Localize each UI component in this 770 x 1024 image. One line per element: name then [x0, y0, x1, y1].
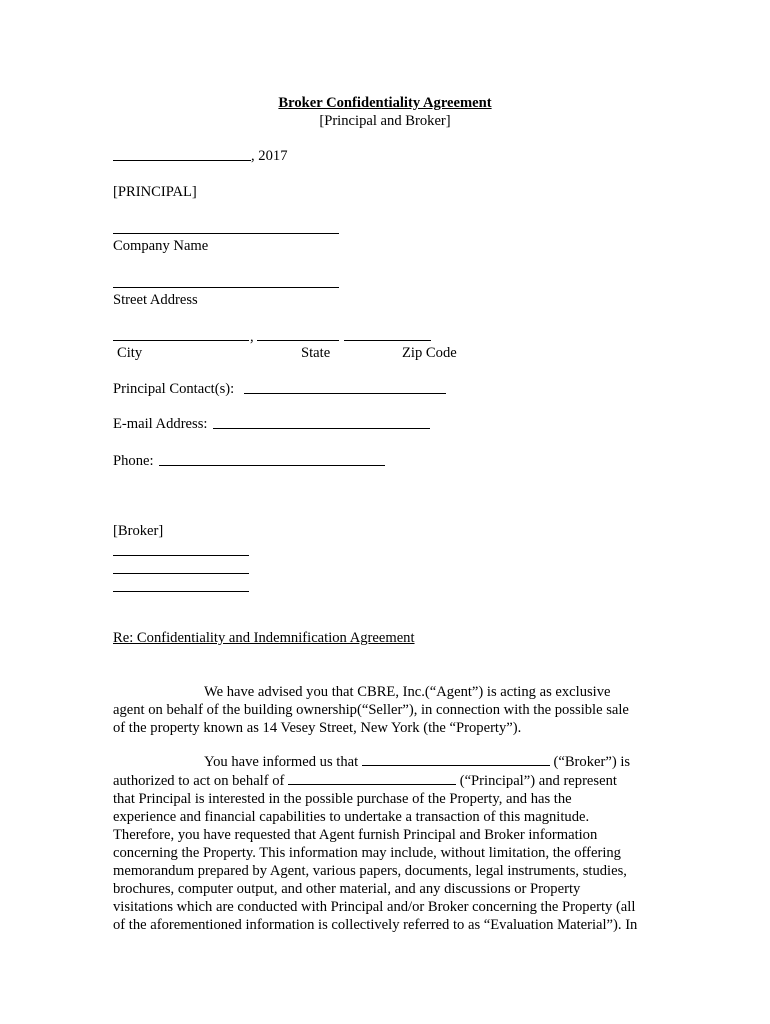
paragraph-2-line: of the aforementioned information is collectively referred to as “Evaluation Material”). In	[113, 917, 638, 933]
paragraph-2-line: visitations which are conducted with Principal and/or Broker concerning the Property (all	[113, 899, 636, 915]
zip-blank[interactable]	[344, 340, 431, 341]
broker-line-1[interactable]	[113, 555, 249, 556]
broker-heading: [Broker]	[113, 523, 164, 539]
paragraph-2-line: concerning the Property. This information may include, without limitation, the offering	[113, 845, 621, 861]
paragraph-2-line: experience and financial capabilities to undertake a transaction of this magnitude.	[113, 809, 590, 825]
paragraph-2-line: memorandum prepared by Agent, various papers, documents, legal instruments, studies,	[113, 863, 627, 879]
city-blank[interactable]	[113, 340, 249, 341]
principal-name-blank[interactable]	[288, 771, 456, 785]
broker-suffix-text: (“Broker”) is	[549, 754, 631, 770]
paragraph-2-line: Therefore, you have requested that Agent furnish Principal and Broker information	[113, 827, 598, 843]
date-year: , 2017	[251, 148, 288, 164]
city-label: City	[117, 345, 143, 361]
state-label: State	[301, 345, 331, 361]
principal-suffix-text: (“Principal”) and represent	[456, 773, 617, 789]
email-label: E-mail Address:	[113, 416, 208, 432]
street-address-blank[interactable]	[113, 287, 339, 288]
email-blank[interactable]	[213, 428, 430, 429]
state-blank[interactable]	[257, 340, 339, 341]
re-line: Re: Confidentiality and Indemnification Agreement	[113, 630, 415, 646]
paragraph-1-line: agent on behalf of the building ownership(“Seller”), in connection with the possible sale	[113, 702, 629, 718]
company-name-blank[interactable]	[113, 233, 339, 234]
company-name-label: Company Name	[113, 238, 209, 254]
paragraph-1	[113, 683, 658, 737]
principal-contact-label: Principal Contact(s):	[113, 381, 235, 397]
paragraph-2-line	[113, 771, 658, 790]
paragraph-1-line: of the property known as 14 Vesey Street, New York (the “Property”).	[113, 720, 522, 736]
broker-name-blank[interactable]	[362, 752, 550, 766]
phone-label: Phone:	[113, 453, 154, 469]
broker-intro-text: You have informed us that	[204, 754, 362, 770]
paragraph-2-line: brochures, computer output, and other material, and any discussions or Property	[113, 881, 581, 897]
paragraph-2-line: that Principal is interested in the possible purchase of the Property, and has the	[113, 791, 572, 807]
paragraph-2-line	[113, 752, 658, 771]
broker-line-3[interactable]	[113, 591, 249, 592]
principal-contact-blank[interactable]	[244, 393, 446, 394]
principal-heading: [PRINCIPAL]	[113, 184, 197, 200]
principal-intro-text: authorized to act on behalf of	[113, 773, 289, 789]
paragraph-2	[113, 752, 658, 934]
document-subtitle: [Principal and Broker]	[319, 113, 451, 129]
street-address-label: Street Address	[113, 292, 198, 308]
paragraph-1-line: We have advised you that CBRE, Inc.(“Agent”) is acting as exclusive	[204, 684, 611, 700]
broker-line-2[interactable]	[113, 573, 249, 574]
zip-label: Zip Code	[402, 345, 457, 361]
city-comma: ,	[250, 329, 254, 345]
date-blank[interactable]	[113, 160, 251, 161]
document-title: Broker Confidentiality Agreement	[278, 95, 492, 111]
phone-blank[interactable]	[159, 465, 385, 466]
